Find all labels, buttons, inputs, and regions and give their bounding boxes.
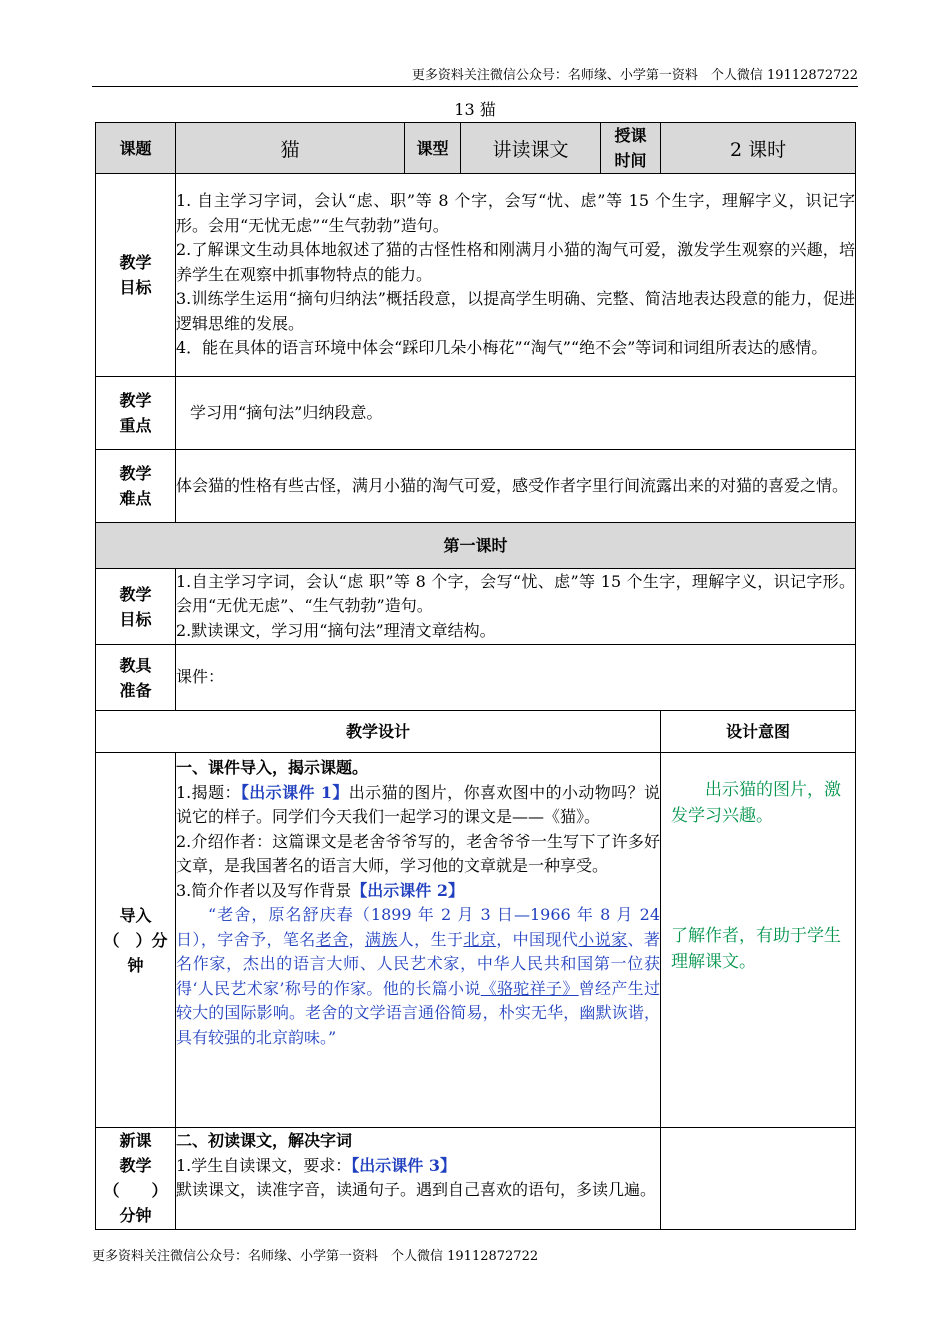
lesson-plan-table [95,122,856,1230]
header-rule [92,86,858,87]
tools-content: 课件： [176,645,856,711]
link-beijing[interactable]: 北京 [463,929,497,949]
goal-item: 2.了解课文生动具体地叙述了猫的古怪性格和刚满月小猫的淘气可爱，激发学生观察的兴趣，培养学生在观察中抓事物特点的能力。 [176,240,856,284]
first-lesson-row [96,523,856,569]
lesson1-goals-label: 教学 目标 [96,569,176,645]
slide-tag: 【出示课件 1】 [240,782,349,802]
document-title: 13 猫 [454,100,496,119]
page-header: 更多资料关注微信公众号：名师缘、小学第一资料 个人微信 19112872722 [411,68,858,83]
intro-intent [661,753,856,1128]
new-lesson-label: 新课 教学 （ ） 分钟 [96,1128,176,1230]
goal-item: 4．能在具体的语言环境中体会“踩印几朵小梅花”“淘气”“绝不会”等词和词组所表达的感情。 [176,338,828,358]
key-points-row [96,377,856,450]
link-novelist[interactable]: 小说家 [578,929,628,949]
lesson1-goals-row [96,569,856,645]
time-value: 2 课时 [661,123,856,174]
goal-item: 1.自主学习字词，会认“虑 职”等 8 个字，会写“忧、虑”等 15 个生字，理解字义，识记字形。会用“无优无虑”、“生气勃勃”造句。 [176,571,856,616]
link-manzu[interactable]: 满族 [364,929,398,949]
new-lesson-paragraph-2: 默读课文，读准字音，读通句子。遇到自己喜欢的语句，多读几遍。 [176,1180,657,1199]
new-lesson-intent [661,1128,856,1230]
goal-item: 2.默读课文，学习用“摘句法”理清文章结构。 [176,620,496,640]
section-heading: 一、课件导入，揭示课题。 [176,758,369,777]
tools-label: 教具 准备 [96,645,176,711]
tools-row [96,645,856,711]
new-lesson-paragraph-1: 1.学生自读课文，要求：【出示课件 3】 [176,1155,456,1175]
goal-item: 3.训练学生运用“摘句归纳法”概括段意，以提高学生明确、完整、简洁地表达段意的能力，促进逻辑思维的发展。 [176,289,856,333]
key-points-label: 教学 重点 [96,377,176,450]
lesson-info-row [96,123,856,174]
design-header-row [96,711,856,753]
intro-paragraph-1: 1.揭题：【出示课件 1】出示猫的图片，你喜欢图中的小动物吗？说说它的样子。同学们今天我们一起学习的课文是——《猫》。 [176,782,660,826]
intro-row [96,753,856,1128]
type-value: 讲读课文 [461,123,601,174]
intent-header: 设计意图 [661,711,856,753]
goals-label: 教学 目标 [96,174,176,377]
link-laoshe[interactable]: 老舍 [315,929,349,949]
new-lesson-content [176,1128,661,1230]
lesson1-goals-content [176,569,856,645]
intent-text: 出示猫的图片，激发学习兴趣。 [671,780,841,826]
type-label: 课型 [405,123,461,174]
author-bio: “老舍，原名舒庆春（1899 年 2 月 3 日—1966 年 8 月 24 日），字舍予，笔名老舍，满族人，生于北京，中国现代小说家、著名作家，杰出的语言大师、人民艺术家，中华人民共和国第一位获得‘人民艺术家’称号的作家。他的长篇小说《骆驼祥子》曾经产生过较大的国际影响。老舍的文学语言通俗简易，朴实无华，幽默诙谐，具有较强的北京韵味。” [176,905,660,1047]
new-lesson-row [96,1128,856,1230]
intro-content [176,753,661,1128]
intro-label: 导入 （ ）分 钟 [96,753,176,1128]
topic-value: 猫 [176,123,405,174]
slide-tag: 【出示课件 3】 [351,1155,456,1175]
link-camel-xiangzi[interactable]: 《骆驼祥子》 [480,978,579,998]
intro-paragraph-2: 2.介绍作者：这篇课文是老舍爷爷写的，老舍爷爷一生写下了许多好文章，是我国著名的语言大师，学习他的文章就是一种享受。 [176,831,660,875]
section-heading: 二、初读课文，解决字词 [176,1131,353,1150]
topic-label: 课题 [96,123,176,174]
intent-text: 了解作者，有助于学生理解课文。 [671,926,841,972]
difficulties-row [96,450,856,523]
page-footer: 更多资料关注微信公众号：名师缘、小学第一资料 个人微信 19112872722 [92,1249,539,1264]
slide-tag: 【出示课件 2】 [351,880,464,900]
key-points-content: 学习用“摘句法”归纳段意。 [176,377,856,450]
first-lesson-title: 第一课时 [96,523,856,569]
design-header: 教学设计 [96,711,661,753]
goals-row [96,174,856,377]
time-label: 授课 时间 [601,123,661,174]
goal-item: 1. 自主学习字词，会认“虑、职”等 8 个字，会写“忧、虑”等 15 个生字，理解字义，识记字形。会用“无忧无虑”“生气勃勃”造句。 [176,191,856,235]
difficulties-label: 教学 难点 [96,450,176,523]
goals-content [176,174,856,377]
intro-paragraph-3: 3.简介作者以及写作背景【出示课件 2】 [176,880,464,900]
difficulties-content: 体会猫的性格有些古怪，满月小猫的淘气可爱，感受作者字里行间流露出来的对猫的喜爱之情。 [176,450,856,523]
